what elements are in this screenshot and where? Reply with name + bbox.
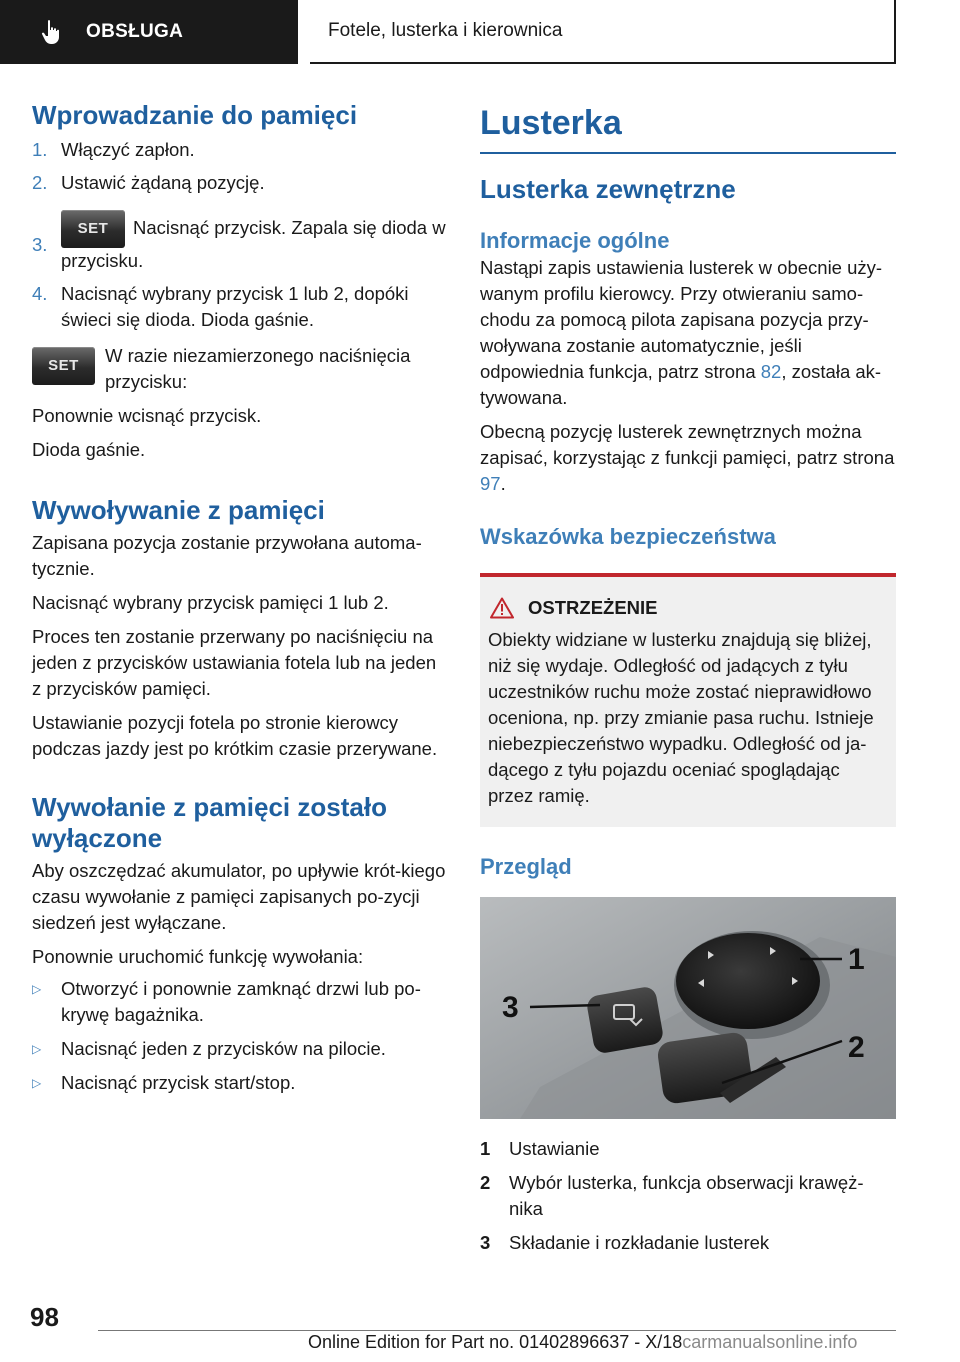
heading-general-info: Informacje ogólne	[480, 228, 670, 253]
right-column	[480, 100, 896, 1264]
warning-box	[480, 573, 896, 827]
heading-overview: Przegląd	[480, 854, 572, 879]
set-button-icon: SET	[61, 210, 125, 248]
step-item	[32, 170, 446, 196]
heading-memory: Wprowadzanie do pamięci	[32, 100, 358, 130]
legend-item	[480, 1136, 896, 1162]
triangle-bullet-icon: ▷	[32, 1042, 42, 1056]
callout-1: 1	[848, 943, 865, 976]
memory-steps	[32, 137, 446, 333]
legend-text: Składanie i rozkładanie lusterek	[509, 1232, 770, 1253]
text-run: , została ak-tywowana.	[480, 361, 882, 408]
mirror-control-photo	[480, 897, 896, 1119]
paragraph: Dioda gaśnie.	[32, 439, 146, 460]
section-title: OBSŁUGA	[86, 21, 184, 42]
legend-number: 2	[480, 1172, 491, 1193]
callout-2: 2	[848, 1031, 865, 1064]
text-run: Nastąpi zapis ustawienia lusterek w obecnie uży-wanym profilu kierowcy. Przy otwieraniu samo-chodu za pomocą pilota zapisana pozycja przy-woływana zostanie automatycznie, jeśli odpowiednia funkcja, patrz strona	[480, 257, 883, 382]
step-number: 3.	[32, 234, 48, 255]
heading-recall: Wywoływanie z pamięci	[32, 495, 325, 525]
set-note	[32, 343, 446, 395]
list-item-text: Otworzyć i ponownie zamknąć drzwi lub po-krywę bagażnika.	[61, 978, 421, 1025]
step-text: Ustawić żądaną pozycję.	[61, 172, 265, 193]
page-link[interactable]: 82	[760, 361, 782, 382]
footer-edition	[308, 1332, 857, 1353]
legend-item	[480, 1170, 896, 1222]
list-item	[32, 1070, 446, 1096]
triangle-bullet-icon: ▷	[32, 1076, 42, 1090]
footer-divider	[98, 1330, 896, 1331]
chapter-title: Fotele, lusterka i kierownica	[328, 20, 563, 41]
heading-mirrors: Lusterka	[480, 100, 896, 154]
legend-number: 1	[480, 1138, 491, 1159]
heading-recall-disabled: Wywołanie z pamięci zostało wyłączone	[32, 792, 387, 853]
paragraph: Aby oszczędzać akumulator, po upływie krót-kiego czasu wywołanie z pamięci zapisanych po-zycji siedzeń jest wyłączane.	[32, 860, 446, 933]
text-run: Obecną pozycję lusterek zewnętrznych można zapisać, korzystając z funkcji pamięci, patrz strona	[480, 421, 895, 468]
list-item	[32, 1036, 446, 1062]
list-item	[32, 976, 446, 1028]
set-note-text: W razie niezamierzonego naciśnięcia przycisku:	[105, 345, 411, 392]
warning-title	[488, 597, 888, 619]
step-item	[32, 137, 446, 163]
warning-title-text: OSTRZEŻENIE	[528, 597, 658, 618]
edition-text: Online Edition for Part no. 01402896637 - X/18	[308, 1332, 683, 1352]
chapter-header	[310, 0, 896, 64]
page-link[interactable]: 97	[480, 473, 501, 494]
set-button-icon: SET	[32, 347, 95, 385]
page-number: 98	[30, 1302, 59, 1332]
reactivate-list	[32, 976, 446, 1096]
heading-safety: Wskazówka bezpieczeństwa	[480, 524, 776, 549]
step-text: Włączyć zapłon.	[61, 139, 195, 160]
list-item-text: Nacisnąć przycisk start/stop.	[61, 1072, 296, 1093]
step-item	[32, 210, 446, 274]
step-number: 4.	[32, 283, 48, 304]
paragraph	[480, 255, 896, 411]
left-column	[32, 100, 446, 1104]
warning-text: Obiekty widziane w lusterku znajdują się bliżej, niż się wydaje. Odległość od jadących z tyłu uczestników ruchu może zostać nieprawidłowo oceniona, np. przy zmianie pasa ruchu. Istnieje niebezpieczeństwo wypadku. Odległość od ja-dącego z tyłu pojazdu oceniać spoglądając przez ramię.	[488, 629, 874, 806]
legend-text: Ustawianie	[509, 1138, 600, 1159]
legend-text: Wybór lusterka, funkcja obserwacji krawęż-nika	[509, 1172, 864, 1219]
paragraph: Zapisana pozycja zostanie przywołana automa-tycznie.	[32, 532, 422, 579]
step-text: Nacisnąć wybrany przycisk 1 lub 2, dopóki świeci się dioda. Dioda gaśnie.	[61, 283, 409, 330]
step-text: Nacisnąć przycisk. Zapala się dioda w przycisku.	[61, 216, 446, 271]
step-number: 1.	[32, 139, 48, 160]
paragraph: Proces ten zostanie przerwany po naciśnięciu na jeden z przycisków ustawiania fotela lub na jeden z przycisków pamięci.	[32, 626, 437, 699]
warning-triangle-icon	[490, 597, 514, 619]
legend-number: 3	[480, 1232, 491, 1253]
section-tab	[0, 0, 298, 64]
paragraph: Ponownie wcisnąć przycisk.	[32, 405, 262, 426]
heading-exterior-mirrors: Lusterka zewnętrzne	[480, 174, 736, 204]
text-run: .	[500, 473, 506, 494]
paragraph: Ustawianie pozycji fotela po stronie kierowcy podczas jazdy jest po krótkim czasie przerywane.	[32, 712, 438, 759]
step-item	[32, 281, 446, 333]
paragraph	[480, 419, 896, 497]
paragraph: Nacisnąć wybrany przycisk pamięci 1 lub 2.	[32, 592, 389, 613]
photo-legend	[480, 1136, 896, 1256]
legend-item	[480, 1230, 896, 1256]
paragraph: Ponownie uruchomić funkcję wywołania:	[32, 946, 364, 967]
list-item-text: Nacisnąć jeden z przycisków na pilocie.	[61, 1038, 386, 1059]
watermark-text: carmanualsonline.info	[682, 1332, 858, 1352]
hand-pointer-icon	[40, 19, 64, 45]
callout-3: 3	[502, 991, 519, 1024]
triangle-bullet-icon: ▷	[32, 982, 42, 996]
step-number: 2.	[32, 172, 48, 193]
